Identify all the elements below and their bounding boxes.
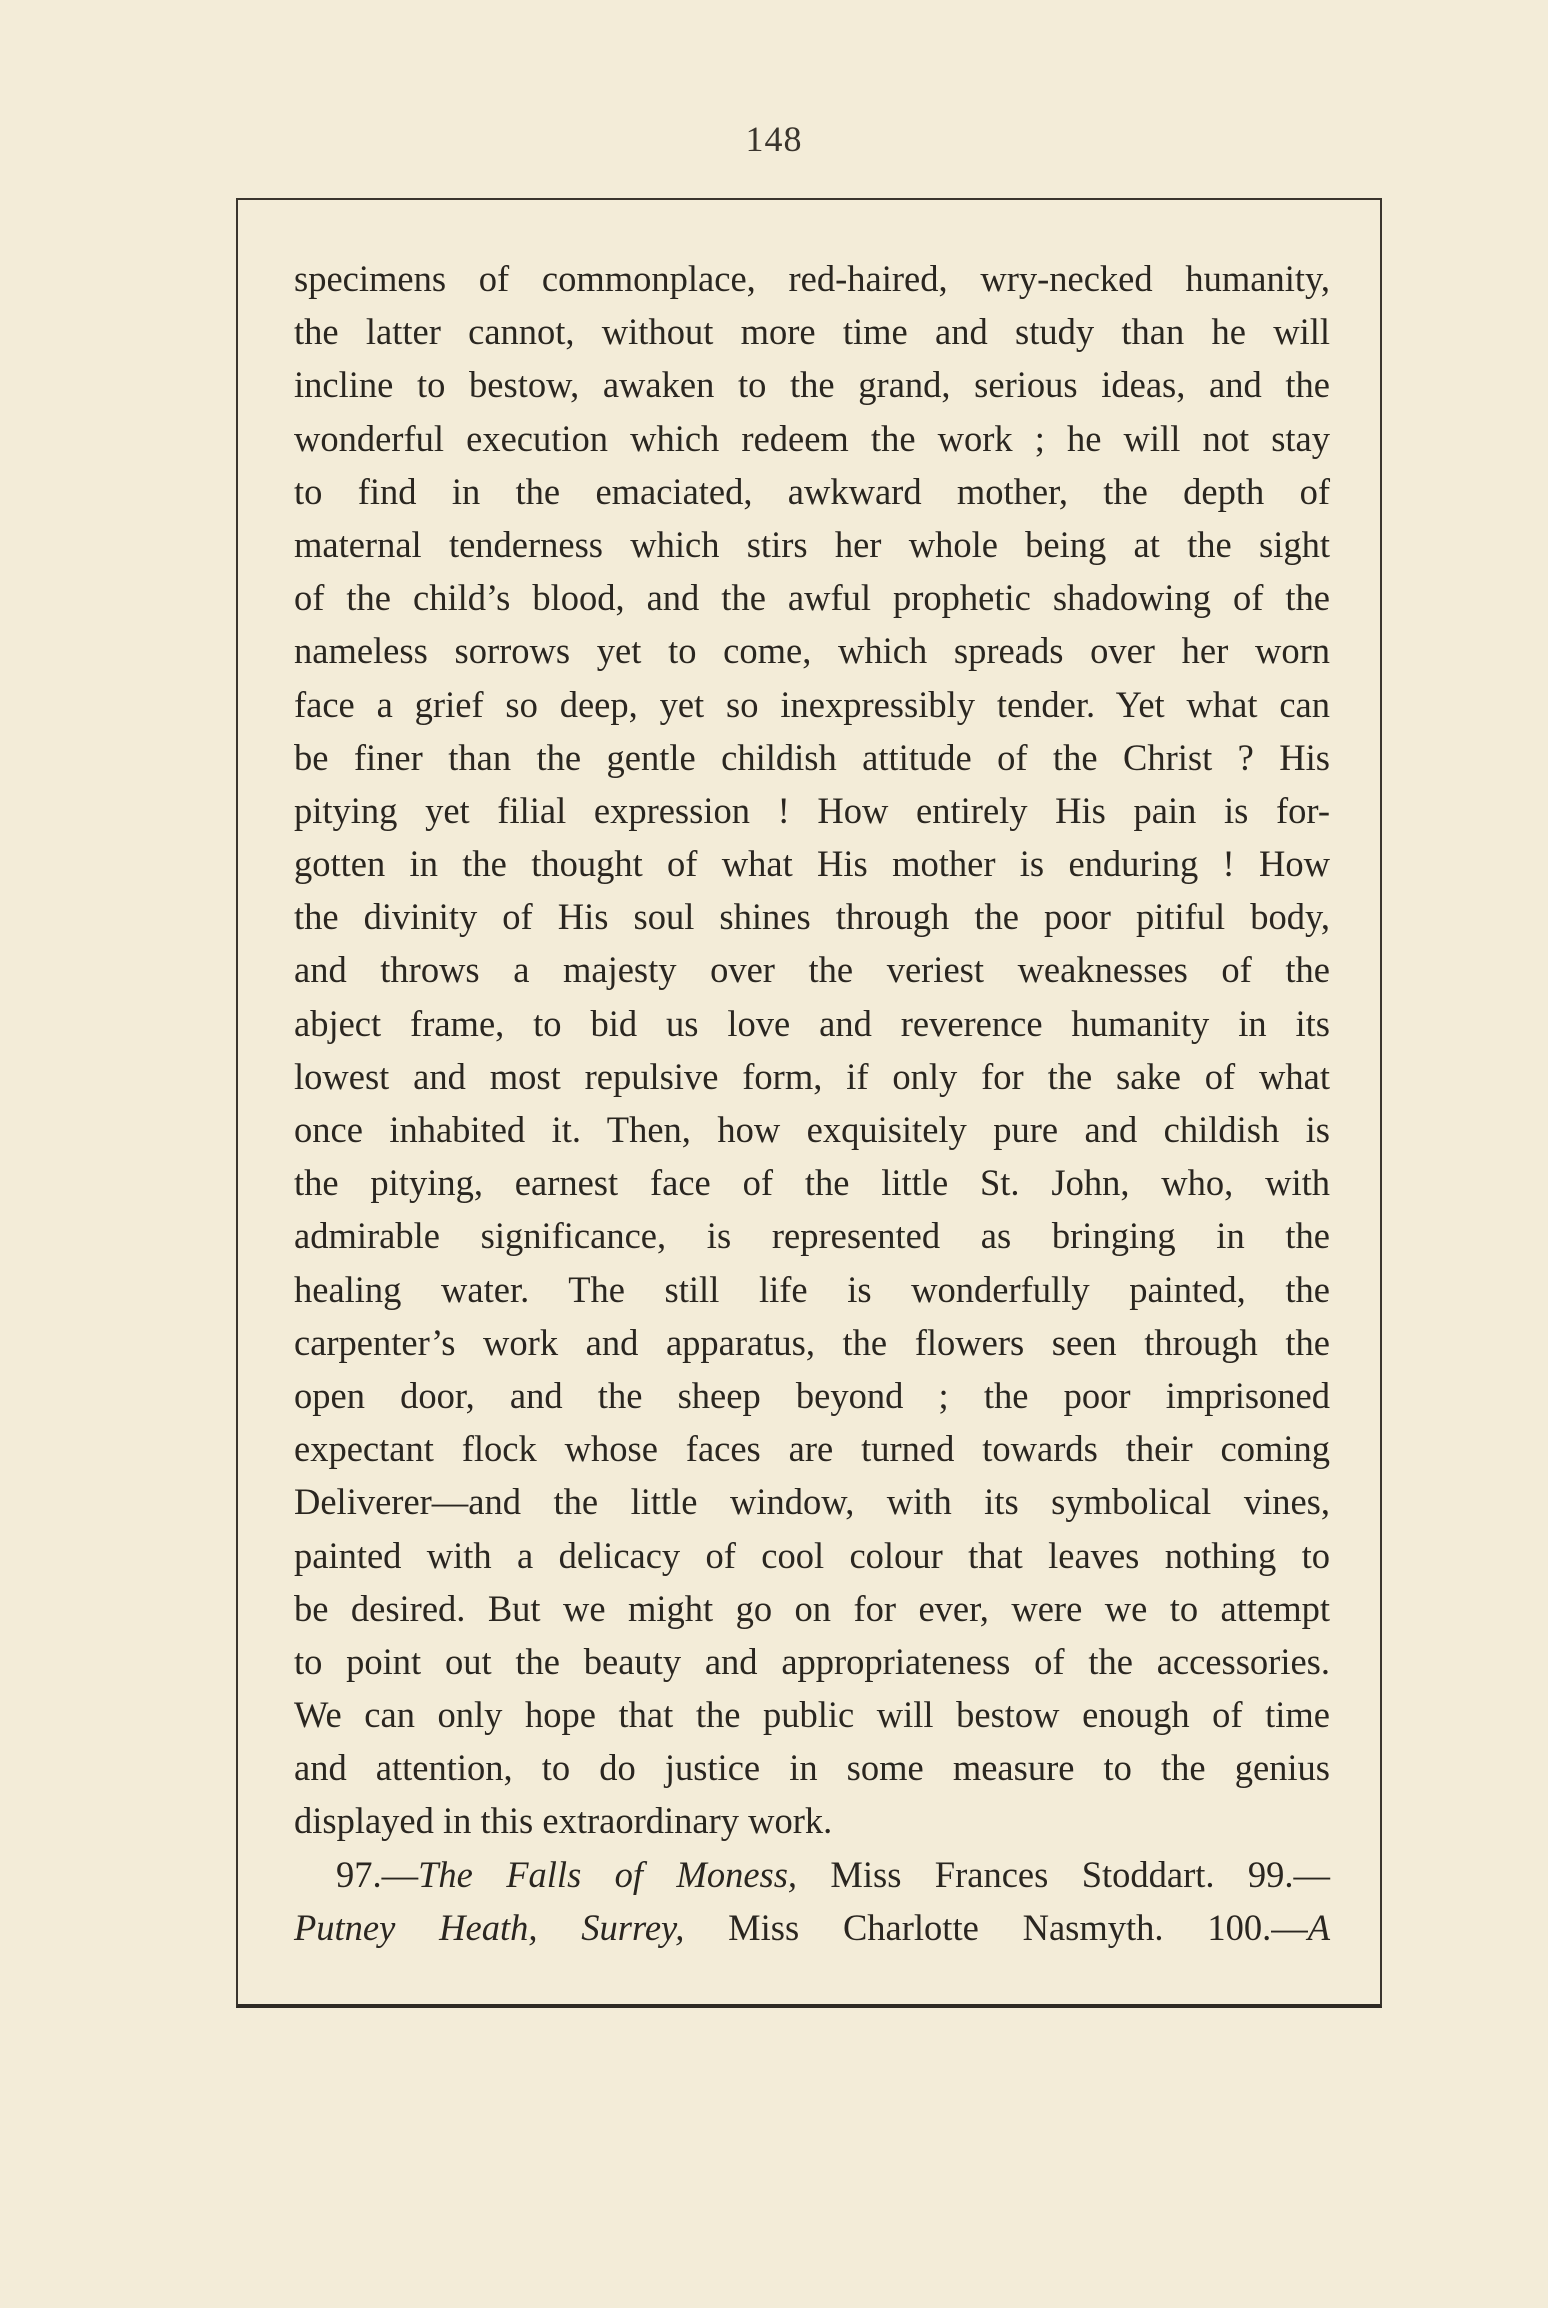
artwork-title: The Falls of Moness,: [418, 1853, 798, 1895]
text-line: expectant flock whose faces are turned towards their coming: [294, 1428, 1330, 1470]
page-number: 148: [745, 119, 803, 159]
text-line: and throws a majesty over the veriest weaknesses of the: [294, 949, 1330, 991]
text-line: displayed in this extraordinary work.: [294, 1800, 833, 1842]
artwork-title: A: [1307, 1906, 1330, 1948]
text-line: pitying yet filial expression ! How entirely His pain is for-: [294, 789, 1330, 831]
text-line: be desired. But we might go on for ever, were we to attempt: [294, 1587, 1330, 1629]
text-line: lowest and most repulsive form, if only for the sake of what: [294, 1055, 1330, 1097]
text-line: the latter cannot, without more time and study than he will: [294, 311, 1330, 353]
text-line: Deliverer—and the little window, with its symbolical vines,: [294, 1481, 1330, 1523]
text-line: admirable significance, is represented as bringing in the: [294, 1215, 1330, 1257]
text-line: once inhabited it. Then, how exquisitely pure and childish is: [294, 1109, 1330, 1150]
text-line: painted with a delicacy of cool colour that leaves nothing to: [294, 1534, 1330, 1576]
text-line: We can only hope that the public will bestow enough of time: [294, 1694, 1330, 1736]
text-line: of the child’s blood, and the awful prophetic shadowing of the: [294, 577, 1330, 619]
text-line: face a grief so deep, yet so inexpressibly tender. Yet what can: [294, 683, 1330, 725]
artwork-title: Putney Heath, Surrey,: [294, 1906, 685, 1948]
text-line: wonderful execution which redeem the work ; he will not stay: [294, 417, 1330, 459]
text-line: the divinity of His soul shines through the poor pitiful body,: [294, 896, 1330, 938]
text-line: gotten in the thought of what His mother is enduring ! How: [294, 843, 1330, 885]
text-line: maternal tenderness which stirs her whole being at the sight: [294, 523, 1330, 565]
artist-name: Miss Frances Stoddart. 99.—: [797, 1853, 1331, 1895]
text-line: specimens of commonplace, red-haired, wry-necked humanity,: [294, 258, 1330, 299]
text-line: the pitying, earnest face of the little St. John, who, with: [294, 1162, 1330, 1204]
catalogue-entry-line: [294, 1848, 1330, 1901]
text-line: be finer than the gentle childish attitude of the Christ ? His: [294, 736, 1330, 778]
catalogue-number: 97.—: [336, 1853, 419, 1895]
text-line: to find in the emaciated, awkward mother, the depth of: [294, 470, 1330, 512]
text-line: incline to bestow, awaken to the grand, serious ideas, and the: [294, 364, 1330, 406]
body-text: [294, 252, 1330, 1954]
text-line: healing water. The still life is wonderfully painted, the: [294, 1268, 1330, 1310]
text-line: nameless sorrows yet to come, which spreads over her worn: [294, 630, 1330, 672]
text-line: open door, and the sheep beyond ; the poor imprisoned: [294, 1374, 1330, 1416]
text-line: to point out the beauty and appropriateness of the accessories.: [294, 1640, 1330, 1682]
artist-name: Miss Charlotte Nasmyth. 100.—: [684, 1906, 1308, 1948]
text-line: abject frame, to bid us love and reverence humanity in its: [294, 1002, 1330, 1044]
text-line: and attention, to do justice in some measure to the genius: [294, 1747, 1330, 1789]
text-line: carpenter’s work and apparatus, the flowers seen through the: [294, 1321, 1330, 1363]
catalogue-entry-line: [294, 1901, 1330, 1954]
